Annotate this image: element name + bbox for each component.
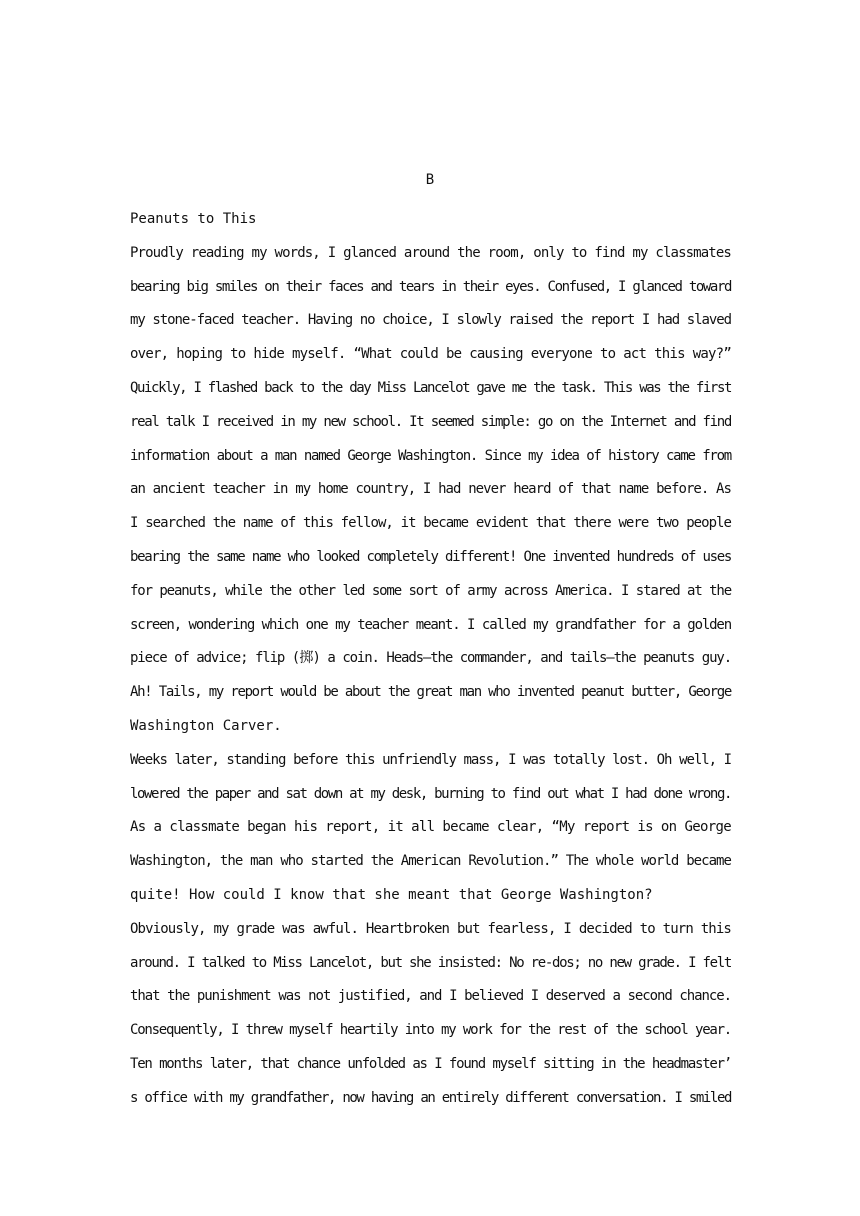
text-line: bearing the same name who looked completely different! One invented hundreds of uses [130,548,731,565]
text-line: lowered the paper and sat down at my desk, burning to find out what I had done wrong. [130,785,731,802]
text-line: As a classmate began his report, it all became clear, “My report is on George [130,819,731,836]
text-line: over, hoping to hide myself. “What could be causing everyone to act this way?” [130,346,731,363]
text-line: s office with my grandfather, now having an entirely different conversation. I smiled [130,1089,731,1106]
text-line: bearing big smiles on their faces and tears in their eyes. Confused, I glanced toward [130,278,731,295]
text-line: screen, wondering which one my teacher meant. I called my grandfather for a golden [130,616,731,633]
text-line: Washington, the man who started the American Revolution.” The whole world became [130,853,731,870]
text-line: Ten months later, that chance unfolded as I found myself sitting in the headmaster’ [130,1055,731,1072]
article-body [130,203,731,1116]
text-line: Obviously, my grade was awful. Heartbroken but fearless, I decided to turn this [130,920,731,937]
text-line: for peanuts, while the other led some sort of army across America. I stared at the [130,582,731,599]
text-line: I searched the name of this fellow, it became evident that there were two people [130,515,731,532]
text-line: Ah! Tails, my report would be about the great man who invented peanut butter, George [130,684,731,701]
text-line: that the punishment was not justified, and I believed I deserved a second chance. [130,988,731,1005]
section-label: B [425,172,435,188]
text-line: Washington Carver. [130,717,282,734]
text-line: Weeks later, standing before this unfriendly mass, I was totally lost. Oh well, I [130,751,731,768]
article-title: Peanuts to This [130,211,257,227]
text-line: around. I talked to Miss Lancelot, but she insisted: No re-dos; no new grade. I felt [130,954,731,971]
text-line: real talk I received in my new school. It seemed simple: go on the Internet and find [130,413,731,430]
text-line: Proudly reading my words, I glanced around the room, only to find my classmates [130,244,731,261]
text-line: an ancient teacher in my home country, I had never heard of that name before. As [130,481,731,498]
text-line: Quickly, I flashed back to the day Miss Lancelot gave me the task. This was the first [130,379,731,396]
text-line: piece of advice; flip (掷) a coin. Heads—the commander, and tails—the peanuts guy. [130,650,731,667]
text-line: quite! How could I know that she meant that George Washington? [130,886,653,903]
text-line: my stone-faced teacher. Having no choice, I slowly raised the report I had slaved [130,312,731,329]
text-line: information about a man named George Washington. Since my idea of history came from [130,447,731,464]
text-line: Consequently, I threw myself heartily into my work for the rest of the school year. [130,1022,731,1039]
